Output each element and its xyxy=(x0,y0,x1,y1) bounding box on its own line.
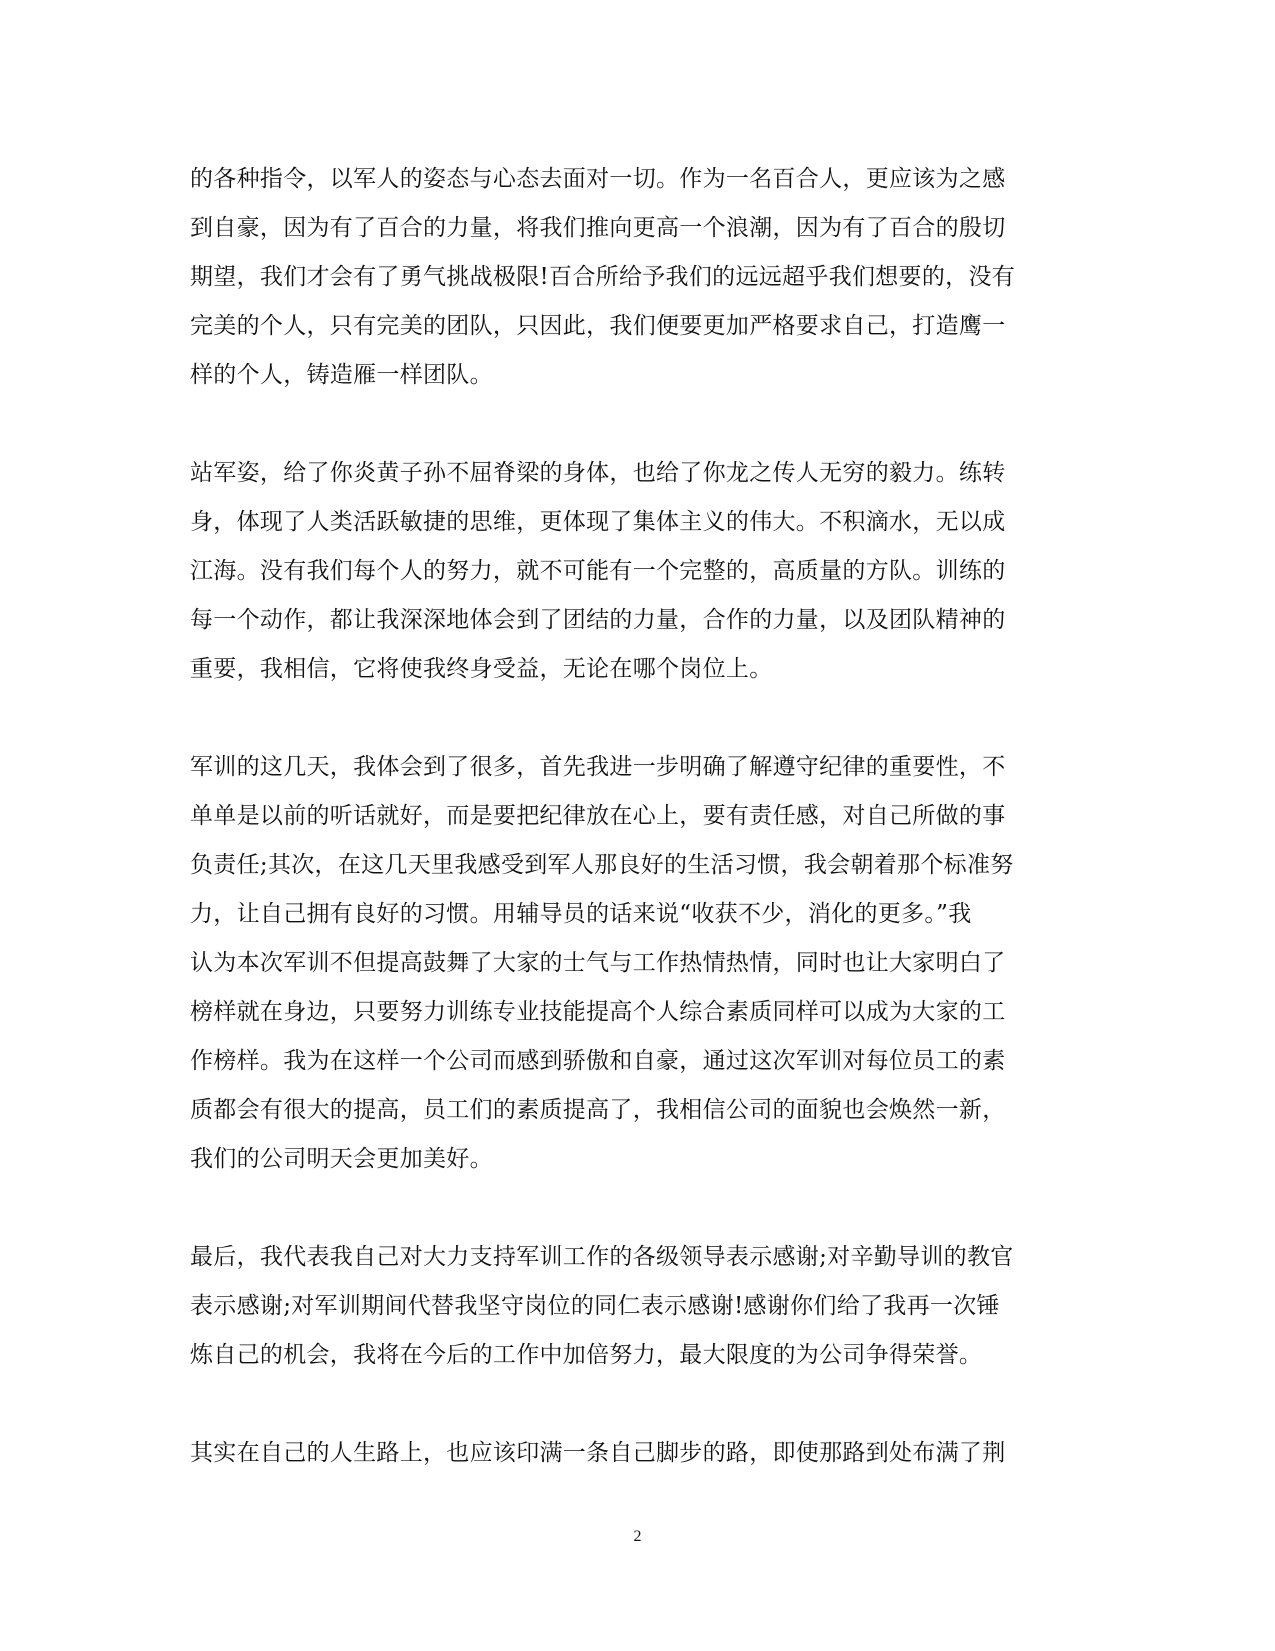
text-line: 最后，我代表我自己对大力支持军训工作的各级领导表示感谢;对辛勤导训的教官 xyxy=(190,1244,1014,1270)
text-line: 负责任;其次，在这几天里我感受到军人那良好的生活习惯，我会朝着那个标准努 xyxy=(190,852,1014,878)
text-line: 表示感谢;对军训期间代替我坚守岗位的同仁表示感谢!感谢你们给了我再一次锤 xyxy=(190,1293,1000,1319)
text-line: 站军姿，给了你炎黄子孙不屈脊梁的身体，也给了你龙之传人无穷的毅力。练转 xyxy=(190,460,1006,486)
text-line: 重要，我相信，它将使我终身受益，无论在哪个岗位上。 xyxy=(190,656,773,682)
text-line: 军训的这几天，我体会到了很多，首先我进一步明确了解遵守纪律的重要性，不 xyxy=(190,754,1006,780)
paragraph-spacer xyxy=(190,400,1082,449)
text-line: 榜样就在身边，只要努力训练专业技能提高个人综合素质同样可以成为大家的工 xyxy=(190,999,1006,1025)
text-line: 炼自己的机会，我将在今后的工作中加倍努力，最大限度的为公司争得荣誉。 xyxy=(190,1342,983,1368)
text-line: 其实在自己的人生路上，也应该印满一条自己脚步的路，即使那路到处布满了荆 xyxy=(190,1440,1006,1466)
document-body xyxy=(190,155,1082,1478)
page-number: 2 xyxy=(633,1528,642,1545)
text-line: 样的个人，铸造雁一样团队。 xyxy=(190,362,493,388)
text-line: 完美的个人，只有完美的团队，只因此，我们便要更加严格要求自己，打造鹰一 xyxy=(190,313,1006,339)
text-line: 认为本次军训不但提高鼓舞了大家的士气与工作热情热情，同时也让大家明白了 xyxy=(190,950,1006,976)
paragraph-5 xyxy=(190,1429,1082,1478)
paragraph-1 xyxy=(190,155,1082,400)
paragraph-spacer xyxy=(190,1380,1082,1429)
text-line: 作榜样。我为在这样一个公司而感到骄傲和自豪，通过这次军训对每位员工的素 xyxy=(190,1048,1006,1074)
paragraph-spacer xyxy=(190,1184,1082,1233)
text-line: 力，让自己拥有良好的习惯。用辅导员的话来说“收获不少，消化的更多。”我 xyxy=(190,901,972,927)
text-line: 身，体现了人类活跃敏捷的思维，更体现了集体主义的伟大。不积滴水，无以成 xyxy=(190,509,1006,535)
text-line: 到自豪，因为有了百合的力量，将我们推向更高一个浪潮，因为有了百合的殷切 xyxy=(190,215,1006,241)
text-line: 我们的公司明天会更加美好。 xyxy=(190,1146,493,1172)
paragraph-4 xyxy=(190,1233,1082,1380)
text-line: 江海。没有我们每个人的努力，就不可能有一个完整的，高质量的方队。训练的 xyxy=(190,558,1006,584)
text-line: 的各种指令，以军人的姿态与心态去面对一切。作为一名百合人，更应该为之感 xyxy=(190,166,1006,192)
paragraph-3 xyxy=(190,743,1082,1184)
text-line: 期望，我们才会有了勇气挑战极限!百合所给予我们的远远超乎我们想要的，没有 xyxy=(190,264,1016,290)
text-line: 每一个动作，都让我深深地体会到了团结的力量，合作的力量，以及团队精神的 xyxy=(190,607,1006,633)
text-line: 质都会有很大的提高，员工们的素质提高了，我相信公司的面貌也会焕然一新， xyxy=(190,1097,1006,1123)
text-line: 单单是以前的听话就好，而是要把纪律放在心上，要有责任感，对自己所做的事 xyxy=(190,803,1006,829)
paragraph-spacer xyxy=(190,694,1082,743)
paragraph-2 xyxy=(190,449,1082,694)
